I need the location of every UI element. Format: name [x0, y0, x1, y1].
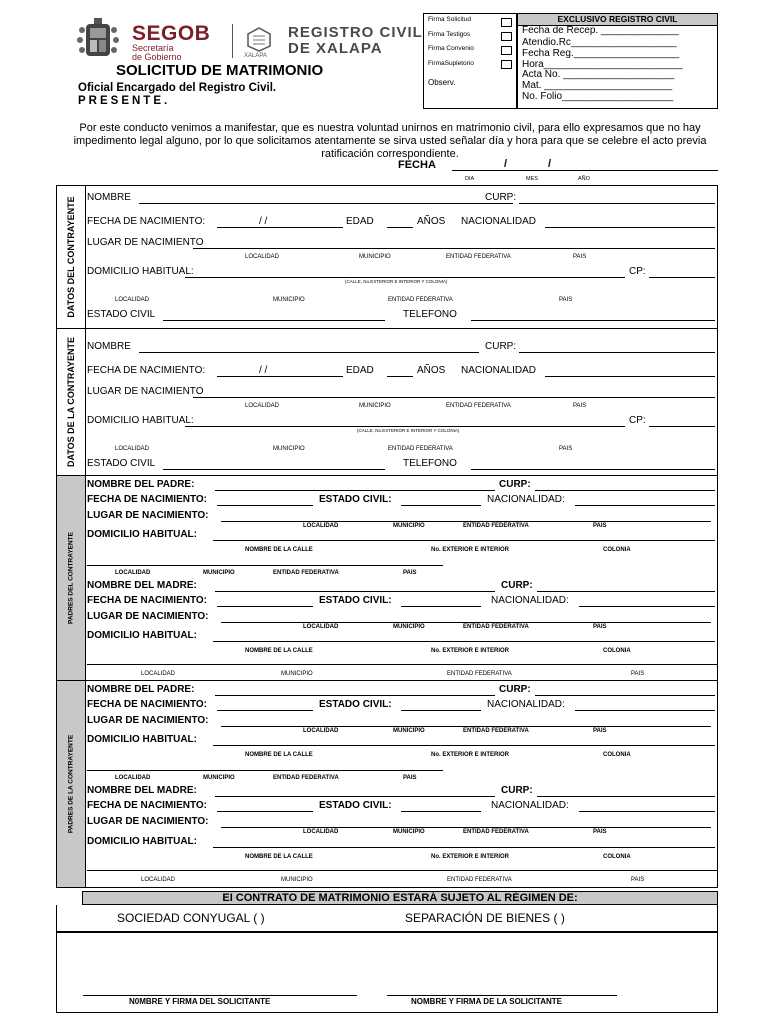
cp-label: CP: — [629, 266, 646, 277]
firma-solicitud-label: Firma Solicitud — [428, 16, 471, 23]
section-padres-la-contrayente — [56, 680, 718, 888]
caption-colonia: COLONIA — [603, 854, 631, 860]
estado-civil-field[interactable] — [401, 710, 481, 711]
caption-exterior: No. EXTERIOR E INTERIOR — [431, 547, 510, 553]
nombre-label: NOMBRE — [87, 192, 131, 203]
edad-field[interactable] — [387, 227, 413, 228]
nombre-madre-field[interactable] — [215, 591, 495, 592]
estado-civil-label: ESTADO CIVIL — [87, 458, 156, 469]
estado-civil-field[interactable] — [401, 606, 481, 607]
estado-civil-label: ESTADO CIVIL: — [319, 800, 392, 811]
page-title: SOLICITUD DE MATRIMONIO — [116, 62, 324, 79]
fecha-nacimiento-label: FECHA DE NACIMIENTO: — [87, 800, 207, 811]
section-datos-la-contrayente — [56, 328, 718, 476]
estado-civil-field[interactable] — [401, 811, 481, 812]
nacionalidad-label: NACIONALIDAD — [461, 216, 537, 227]
caption-pais: PAIS — [559, 446, 573, 452]
xalapa-logo — [244, 26, 274, 52]
curp-field[interactable] — [519, 352, 715, 353]
nombre-label: NOMBRE — [87, 341, 131, 352]
domicilio-label: DOMICILIO HABITUAL: — [87, 266, 194, 277]
xalapa-logo-text: XALAPA — [244, 53, 267, 59]
caption-exterior: No. EXTERIOR E INTERIOR — [431, 854, 510, 860]
lugar-nacimiento-label: LUGAR DE NACIMIENTO: — [87, 510, 209, 521]
caption-calle: NOMBRE DE LA CALLE — [245, 854, 313, 860]
caption-calle: NOMBRE DE LA CALLE — [245, 547, 313, 553]
caption-municipio: MUNICIPIO — [393, 829, 425, 835]
fecha-slash: / — [504, 158, 508, 170]
curp-field[interactable] — [535, 490, 715, 491]
curp-label: CURP: — [499, 479, 531, 490]
caption-localidad: LOCALIDAD — [115, 775, 151, 781]
fecha-dia-caption: DIA — [465, 176, 475, 182]
caption-municipio: MUNICIPIO — [273, 297, 305, 303]
caption-pais: PAIS — [593, 728, 607, 734]
exclusivo-line[interactable]: Hora_________________________ — [522, 59, 683, 70]
firma-la-solicitante-line[interactable] — [387, 995, 617, 996]
nombre-padre-label: NOMBRE DEL PADRE: — [87, 479, 195, 490]
firma-solicitante-line[interactable] — [83, 995, 357, 996]
fecha-nacimiento-field[interactable] — [217, 710, 313, 711]
lugar-nacimiento-label: LUGAR DE NACIMIENTO: — [87, 611, 209, 622]
domicilio-field-2[interactable] — [87, 870, 717, 871]
telefono-field[interactable] — [471, 469, 715, 470]
caption-localidad: LOCALIDAD — [115, 570, 151, 576]
nacionalidad-label: NACIONALIDAD — [461, 365, 537, 376]
nacionalidad-field[interactable] — [579, 811, 715, 812]
fecha-nacimiento-label: FECHA DE NACIMIENTO: — [87, 699, 207, 710]
caption-localidad: LOCALIDAD — [303, 523, 339, 529]
curp-field[interactable] — [535, 695, 715, 696]
section-padres-contrayente — [56, 475, 718, 681]
fecha-slashes: / / — [259, 365, 268, 376]
lugar-nacimiento-field[interactable] — [193, 397, 715, 398]
fecha-slash: / — [548, 158, 552, 170]
caption-municipio: MUNICIPIO — [203, 570, 235, 576]
lugar-nacimiento-label: LUGAR DE NACIMIENTO: — [87, 715, 209, 726]
caption-municipio: MUNICIPIO — [203, 775, 235, 781]
regimen-divider — [57, 931, 717, 933]
cp-field[interactable] — [649, 426, 715, 427]
exclusivo-registro-box — [517, 13, 718, 109]
nombre-padre-field[interactable] — [215, 490, 495, 491]
edad-label: EDAD — [346, 216, 374, 227]
domicilio-field[interactable] — [185, 426, 625, 427]
caption-pais: PAIS — [593, 523, 607, 529]
domicilio-label: DOMICILIO HABITUAL: — [87, 734, 197, 745]
caption-entidad: ENTIDAD FEDERATIVA — [463, 728, 529, 734]
lugar-nacimiento-field[interactable] — [221, 827, 711, 828]
nacionalidad-label: NACIONALIDAD: — [491, 595, 569, 606]
fecha-nacimiento-field[interactable] — [217, 227, 343, 228]
registro-civil-subtitle: DE XALAPA — [288, 40, 383, 57]
caption-municipio: MUNICIPIO — [393, 624, 425, 630]
nombre-padre-label: NOMBRE DEL PADRE: — [87, 684, 195, 695]
curp-label: CURP: — [501, 580, 533, 591]
firma-testigos-label: Firma Testigos — [428, 31, 471, 38]
estado-civil-label: ESTADO CIVIL: — [319, 595, 392, 606]
fecha-anio-caption: AÑO — [578, 176, 590, 182]
caption-localidad: LOCALIDAD — [303, 728, 339, 734]
registro-civil-title: REGISTRO CIVIL — [288, 24, 423, 41]
exclusivo-line[interactable]: Atendio.Rc___________________ — [522, 37, 677, 48]
caption-entidad: ENTIDAD FEDERATIVA — [463, 523, 529, 529]
caption-localidad: LOCALIDAD — [141, 671, 176, 677]
caption-entidad: ENTIDAD FEDERATIVA — [446, 403, 511, 409]
caption-pais: PAIS — [573, 254, 587, 260]
caption-entidad: ENTIDAD FEDERATIVA — [447, 671, 512, 677]
caption-colonia: COLONIA — [603, 752, 631, 758]
lugar-nacimiento-field[interactable] — [193, 248, 715, 249]
caption-entidad: ENTIDAD FEDERATIVA — [463, 624, 529, 630]
nacionalidad-label: NACIONALIDAD: — [487, 494, 565, 505]
caption-calle: NOMBRE DE LA CALLE — [245, 752, 313, 758]
estado-civil-label: ESTADO CIVIL: — [319, 699, 392, 710]
curp-label: CURP: — [485, 341, 517, 352]
domicilio-label: DOMICILIO HABITUAL: — [87, 630, 197, 641]
regimen-title: EI CONTRATO DE MATRIMONIO ESTARÁ SUJETO AL RÉGIMEN DE: — [82, 891, 718, 905]
caption-localidad: LOCALIDAD — [303, 624, 339, 630]
edad-label: EDAD — [346, 365, 374, 376]
domicilio-field[interactable] — [213, 540, 715, 541]
caption-municipio: MUNICIPIO — [393, 523, 425, 529]
nombre-madre-label: NOMBRE DEL MADRE: — [87, 785, 197, 796]
firma-la-solicitante-label: NOMBRE Y FIRMA DE LA SOLICITANTE — [411, 997, 562, 1006]
side-label: PADRES DEL CONTRAYENTE — [67, 532, 75, 624]
presente-label: PRESENTE. — [78, 95, 171, 107]
caption-pais: PAIS — [593, 829, 607, 835]
firmas-box — [423, 13, 517, 109]
regimen-box — [56, 905, 718, 1013]
firma-supletorio-label: FirmaSupletorio — [428, 60, 474, 67]
domicilio-label: DOMICILIO HABITUAL: — [87, 415, 194, 426]
side-label-box — [57, 329, 86, 475]
caption-entidad: ENTIDAD FEDERATIVA — [463, 829, 529, 835]
exclusivo-line[interactable]: Fecha de Recep. ______________ — [522, 25, 679, 36]
caption-calle-note: (CALLE, No.EXTERIOR E INTERIOR Y COLONIA) — [357, 428, 460, 433]
curp-field[interactable] — [537, 796, 715, 797]
caption-localidad: LOCALIDAD — [141, 877, 176, 883]
caption-municipio: MUNICIPIO — [281, 671, 313, 677]
lugar-nacimiento-field[interactable] — [221, 521, 711, 522]
caption-pais: PAIS — [593, 624, 607, 630]
telefono-label: TELEFONO — [403, 309, 457, 320]
edad-field[interactable] — [387, 376, 413, 377]
fecha-mes-caption: MES — [526, 176, 538, 182]
caption-municipio: MUNICIPIO — [359, 403, 391, 409]
exclusivo-title: EXCLUSIVO REGISTRO CIVIL — [518, 14, 717, 26]
domicilio-field[interactable] — [213, 847, 715, 848]
anios-label: AÑOS — [417, 365, 446, 376]
curp-label: CURP: — [501, 785, 533, 796]
fecha-slashes: / / — [259, 216, 268, 227]
caption-entidad: ENTIDAD FEDERATIVA — [273, 775, 339, 781]
caption-entidad: ENTIDAD FEDERATIVA — [446, 254, 511, 260]
caption-municipio: MUNICIPIO — [393, 728, 425, 734]
fecha-label: FECHA — [398, 159, 436, 171]
exclusivo-line[interactable]: No. Folio____________________ — [522, 91, 674, 102]
lugar-nacimiento-label: LUGAR DE NACIMIENTO: — [87, 816, 209, 827]
nacionalidad-field[interactable] — [575, 710, 715, 711]
caption-pais: PAIS — [403, 775, 417, 781]
firma-solicitud-checkbox[interactable] — [501, 18, 512, 27]
estado-civil-label: ESTADO CIVIL: — [319, 494, 392, 505]
estado-civil-field[interactable] — [163, 469, 385, 470]
telefono-label: TELEFONO — [403, 458, 457, 469]
side-label: PADRES DE LA CONTRAYENTE — [67, 734, 75, 834]
firma-supletorio-checkbox[interactable] — [501, 60, 512, 69]
estado-civil-label: ESTADO CIVIL — [87, 309, 156, 320]
sociedad-conyugal-option[interactable]: SOCIEDAD CONYUGAL ( ) — [117, 911, 265, 925]
separacion-bienes-option[interactable]: SEPARACIÓN DE BIENES ( ) — [405, 911, 565, 925]
caption-exterior: No. EXTERIOR E INTERIOR — [431, 648, 510, 654]
caption-pais: PAIS — [403, 570, 417, 576]
exclusivo-line[interactable]: Acta No. ____________________ — [522, 69, 675, 80]
nacionalidad-field[interactable] — [545, 227, 715, 228]
fecha-nacimiento-label: FECHA DE NACIMIENTO: — [87, 595, 207, 606]
section-datos-contrayente — [56, 185, 718, 329]
domicilio-field-2[interactable] — [87, 565, 443, 566]
cp-label: CP: — [629, 415, 646, 426]
intro-paragraph: Por este conducto venimos a manifestar, que es nuestra voluntad unirnos en matrimonio civil, para ello expresamos que no hay impedimento legal alguno, por lo que solicitamos atentamente se sirva usted señalar día y hora para que se celebre el acto previa ratificación correspondiente. — [73, 122, 707, 160]
firma-solicitante-label: N0MBRE Y FIRMA DEL SOLICITANTE — [129, 997, 271, 1006]
nacionalidad-field[interactable] — [579, 606, 715, 607]
domicilio-field-2[interactable] — [87, 664, 717, 665]
fecha-nacimiento-label: FECHA DE NACIMIENTO: — [87, 494, 207, 505]
header-divider — [232, 24, 233, 58]
domicilio-label: DOMICILIO HABITUAL: — [87, 529, 197, 540]
nacionalidad-field[interactable] — [575, 505, 715, 506]
caption-localidad: LOCALIDAD — [303, 829, 339, 835]
cp-field[interactable] — [649, 277, 715, 278]
caption-entidad: ENTIDAD FEDERATIVA — [388, 297, 453, 303]
nombre-madre-field[interactable] — [215, 796, 495, 797]
telefono-field[interactable] — [471, 320, 715, 321]
anios-label: AÑOS — [417, 216, 446, 227]
caption-colonia: COLONIA — [603, 547, 631, 553]
caption-localidad: LOCALIDAD — [245, 403, 280, 409]
firma-testigos-checkbox[interactable] — [501, 32, 512, 41]
segob-brand: SEGOB — [132, 22, 211, 45]
lugar-nacimiento-label: LUGAR DE NACIMIENTO — [87, 237, 204, 248]
caption-localidad: LOCALIDAD — [115, 297, 150, 303]
lugar-nacimiento-label: LUGAR DE NACIMIENTO — [87, 386, 204, 397]
caption-pais: PAIS — [573, 403, 587, 409]
domicilio-field[interactable] — [185, 277, 625, 278]
caption-pais: PAIS — [631, 877, 645, 883]
side-label: DATOS DEL CONTRAYENTE — [66, 196, 76, 318]
caption-entidad: ENTIDAD FEDERATIVA — [447, 877, 512, 883]
nombre-madre-label: NOMBRE DEL MADRE: — [87, 580, 197, 591]
caption-exterior: No. EXTERIOR E INTERIOR — [431, 752, 510, 758]
firma-convenio-label: Firma Convenio — [428, 45, 474, 52]
nombre-field[interactable] — [139, 352, 479, 353]
caption-calle: NOMBRE DE LA CALLE — [245, 648, 313, 654]
firma-convenio-checkbox[interactable] — [501, 46, 512, 55]
caption-entidad: ENTIDAD FEDERATIVA — [388, 446, 453, 452]
caption-localidad: LOCALIDAD — [115, 446, 150, 452]
estado-civil-field[interactable] — [401, 505, 481, 506]
domicilio-label: DOMICILIO HABITUAL: — [87, 836, 197, 847]
fecha-nacimiento-field[interactable] — [217, 505, 313, 506]
caption-municipio: MUNICIPIO — [273, 446, 305, 452]
lugar-nacimiento-field[interactable] — [221, 622, 711, 623]
domicilio-field[interactable] — [213, 745, 715, 746]
lugar-nacimiento-field[interactable] — [221, 726, 711, 727]
veracruz-shield-logo — [72, 18, 124, 62]
nacionalidad-label: NACIONALIDAD: — [487, 699, 565, 710]
nacionalidad-label: NACIONALIDAD: — [491, 800, 569, 811]
nacionalidad-field[interactable] — [545, 376, 715, 377]
caption-calle-note: (CALLE, No.EXTERIOR E INTERIOR Y COLONIA) — [345, 279, 448, 284]
domicilio-field[interactable] — [213, 641, 715, 642]
caption-colonia: COLONIA — [603, 648, 631, 654]
caption-municipio: MUNICIPIO — [281, 877, 313, 883]
side-label: DATOS DE LA CONTRAYENTE — [66, 336, 76, 468]
fecha-nacimiento-field[interactable] — [217, 606, 313, 607]
fecha-nacimiento-label: FECHA DE NACIMIENTO: — [87, 365, 206, 376]
side-label-box — [57, 476, 86, 680]
caption-pais: PAIS — [631, 671, 645, 677]
side-label-box — [57, 681, 86, 887]
exclusivo-line[interactable]: Fecha Reg.___________________ — [522, 48, 680, 59]
nombre-padre-field[interactable] — [215, 695, 495, 696]
domicilio-field-2[interactable] — [87, 770, 443, 771]
curp-label: CURP: — [499, 684, 531, 695]
estado-civil-field[interactable] — [163, 320, 385, 321]
curp-label: CURP: — [485, 192, 517, 203]
fecha-field[interactable] — [452, 170, 718, 171]
curp-field[interactable] — [519, 203, 715, 204]
curp-field[interactable] — [537, 591, 715, 592]
fecha-nacimiento-label: FECHA DE NACIMIENTO: — [87, 216, 206, 227]
side-label-box — [57, 186, 86, 328]
fecha-nacimiento-field[interactable] — [217, 376, 343, 377]
nombre-field[interactable] — [139, 203, 513, 204]
caption-pais: PAIS — [559, 297, 573, 303]
addressee: Oficial Encargado del Registro Civil. — [78, 82, 277, 94]
exclusivo-line[interactable]: Mat. _______________________ — [522, 80, 673, 91]
caption-entidad: ENTIDAD FEDERATIVA — [273, 570, 339, 576]
fecha-nacimiento-field[interactable] — [217, 811, 313, 812]
observ-label: Observ. — [428, 78, 456, 87]
segob-subtitle: Secretaría de Gobierno — [132, 43, 182, 62]
caption-municipio: MUNICIPIO — [359, 254, 391, 260]
caption-localidad: LOCALIDAD — [245, 254, 280, 260]
